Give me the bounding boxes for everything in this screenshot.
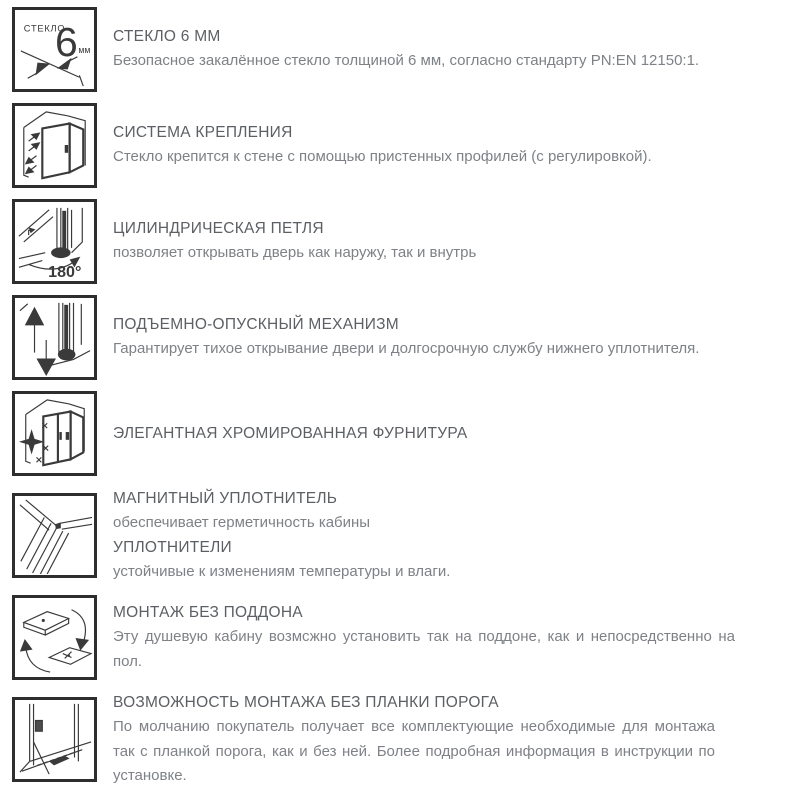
feature-text [113,487,800,584]
glass-6mm-icon [12,7,97,92]
lift-lower-mechanism-icon [12,295,97,380]
feature-title: ЭЛЕГАНТНАЯ ХРОМИРОВАННАЯ ФУРНИТУРА [113,424,468,442]
feature-text [113,422,800,446]
feature-title: ПОДЪЕМНО-ОПУСКНЫЙ МЕХАНИЗМ [113,316,399,334]
feature-desc-secondary: устойчивые к изменениям температуры и влаги. [113,562,451,580]
feature-row-chrome [12,391,800,476]
feature-desc: Стекло крепится к стене с помощью пристенных профилей (с регулировкой). [113,148,652,166]
feature-text [113,121,800,170]
feature-text [113,25,800,74]
feature-desc: По молчанию покупатель получает все комплектующие необходимые для монтажа так с планкой порога, как и без ней. Более подробная информация в инструкции по установке. [113,718,715,784]
feature-row-glass [12,7,800,92]
feature-row-hinge [12,199,800,284]
feature-desc: обеспечивает герметичность кабины [113,514,371,531]
feature-title: СТЕКЛО 6 ММ [113,28,221,46]
feature-row-mounting [12,103,800,188]
feature-desc: позволяет открывать дверь как наружу, так и внутрь [113,244,477,262]
hinge-angle-label: 180° [48,263,82,280]
feature-row-no-tray [12,595,800,680]
feature-desc: Гарантирует тихое открывание двери и долгосрочную службу нижнего уплотнителя. [113,340,700,358]
no-threshold-strip-icon [12,697,97,782]
feature-row-seal [12,487,800,584]
magnetic-seal-icon [12,493,97,578]
feature-text [113,601,800,674]
glass-icon-unit: мм [78,44,91,55]
feature-text [113,691,800,789]
chrome-hardware-icon [12,391,97,476]
feature-title: СИСТЕМА КРЕПЛЕНИЯ [113,124,293,142]
no-tray-mounting-icon [12,595,97,680]
feature-text [113,313,800,362]
hinge-180-icon [12,199,97,284]
feature-row-lift [12,295,800,380]
feature-title-secondary: УПЛОТНИТЕЛИ [113,538,232,556]
feature-title: МАГНИТНЫЙ УПЛОТНИТЕЛЬ [113,490,338,507]
feature-row-no-threshold [12,691,800,789]
feature-text [113,217,800,266]
feature-desc: Безопасное закалённое стекло толщиной 6 мм, согласно стандарту PN:EN 12150:1. [113,52,700,70]
feature-title: МОНТАЖ БЕЗ ПОДДОНА [113,604,303,621]
glass-icon-label: СТЕКЛО [23,23,66,34]
glass-icon-value: 6 [54,18,78,65]
wall-mounting-icon [12,103,97,188]
feature-desc: Эту душевую кабину возмсжно установить так на поддоне, как и непосредственно на пол. [113,628,735,670]
feature-title: ВОЗМОЖНОСТЬ МОНТАЖА БЕЗ ПЛАНКИ ПОРОГА [113,694,499,711]
feature-title: ЦИЛИНДРИЧЕСКАЯ ПЕТЛЯ [113,220,324,238]
